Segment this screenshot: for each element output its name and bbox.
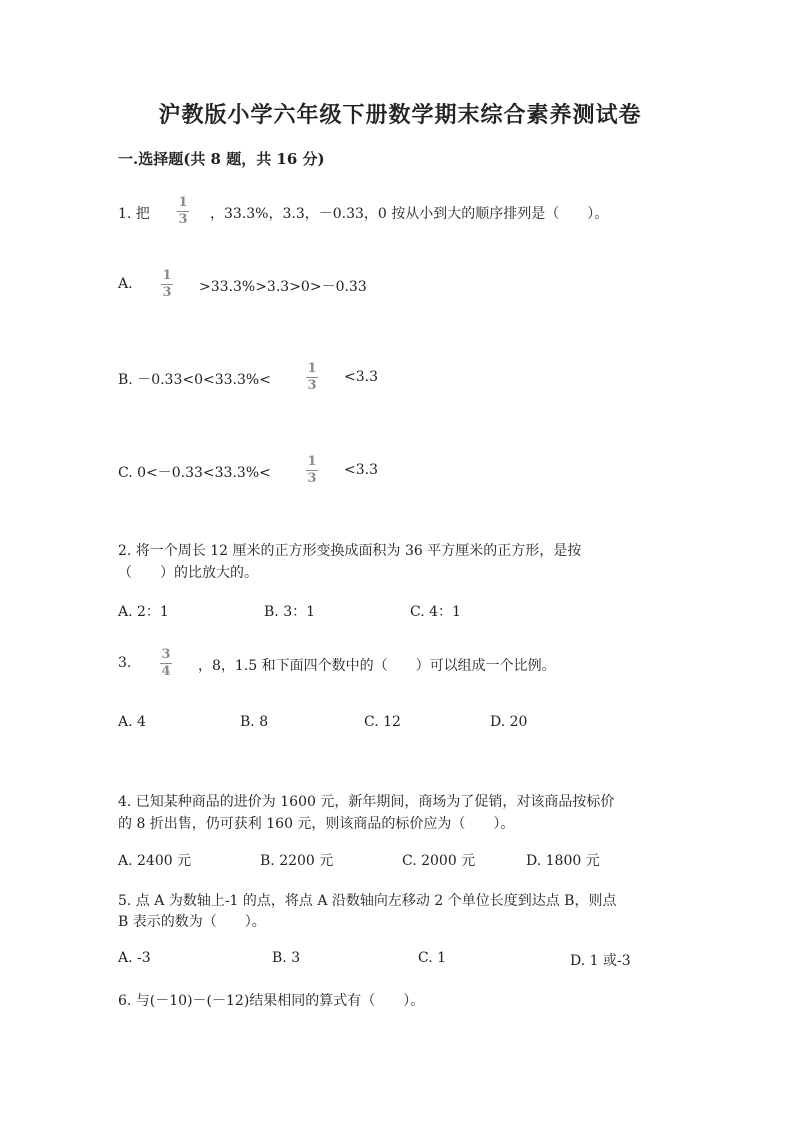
q4-option-c: C. 2000 元 [402, 853, 476, 869]
q1-option-c-label: C. 0<－0.33<33.3%< [118, 465, 271, 481]
q1-fraction-den: 3 [178, 212, 188, 227]
q1-option-b-den: 3 [307, 378, 317, 393]
q1-fraction-num: 1 [178, 195, 188, 210]
q3-suffix: ，8，1.5 和下面四个数中的（ ）可以组成一个比例。 [198, 658, 556, 674]
q1-option-a-num: 1 [162, 268, 172, 283]
q3-option-a: A. 4 [118, 714, 146, 730]
q4-option-d: D. 1800 元 [526, 853, 600, 869]
q3-option-b: B. 8 [240, 714, 269, 730]
q1-option-c-text: <3.3 [344, 462, 378, 478]
q1-option-c-num: 1 [307, 454, 317, 469]
q1-option-c-fraction [306, 455, 318, 486]
q4-line1: 4. 已知某种商品的进价为 1600 元，新年期间，商场为了促销，对该商品按标价 [118, 794, 615, 810]
q1-option-a-text: >33.3%>3.3>0>－0.33 [199, 279, 367, 295]
q4-option-a: A. 2400 元 [118, 853, 192, 869]
q5-option-d: D. 1 或-3 [570, 953, 631, 969]
q4-option-b: B. 2200 元 [260, 853, 334, 869]
q3-option-d: D. 20 [490, 714, 528, 730]
q1-suffix: ，33.3%，3.3，－0.33，0 按从小到大的顺序排列是（ ）。 [210, 206, 609, 222]
q2-line1: 2. 将一个周长 12 厘米的正方形变换成面积为 36 平方厘米的正方形，是按 [118, 543, 582, 559]
section-heading: 一.选择题(共 8 题，共 16 分) [118, 150, 325, 168]
q5-line1: 5. 点 A 为数轴上-1 的点，将点 A 沿数轴向左移动 2 个单位长度到达点 B，则点 [118, 893, 617, 909]
q2-option-b: B. 3：1 [264, 604, 316, 620]
q3-fraction [160, 648, 172, 679]
q2-line2: （ ）的比放大的。 [118, 565, 258, 581]
q1-option-a-label: A. [118, 276, 133, 292]
q1-option-b-text: <3.3 [344, 369, 378, 385]
q1-option-b-num: 1 [307, 361, 317, 376]
q6-line1: 6. 与(－10)－(－12)结果相同的算式有（ ）。 [118, 993, 425, 1009]
q3-prefix: 3. [118, 655, 132, 671]
q1-fraction [177, 196, 189, 227]
q2-option-a: A. 2：1 [118, 604, 169, 620]
q5-line2: B 表示的数为（ ）。 [118, 914, 266, 930]
q4-line2: 的 8 折出售，仍可获利 160 元，则该商品的标价应为（ ）。 [118, 816, 515, 832]
q1-prefix: 1. 把 [118, 206, 150, 222]
page-title: 沪教版小学六年级下册数学期末综合素养测试卷 [158, 102, 642, 128]
q1-option-c-den: 3 [307, 471, 317, 486]
q5-option-c: C. 1 [418, 950, 447, 966]
q3-fraction-den: 4 [161, 664, 171, 679]
q1-option-b-label: B. －0.33<0<33.3%< [118, 372, 271, 388]
q5-option-b: B. 3 [272, 950, 301, 966]
q2-option-c: C. 4：1 [410, 604, 461, 620]
q3-option-c: C. 12 [364, 714, 401, 730]
q3-fraction-num: 3 [161, 647, 171, 662]
q5-option-a: A. -3 [118, 950, 151, 966]
q1-option-a-den: 3 [162, 285, 172, 300]
q1-option-b-fraction [306, 362, 318, 393]
q1-option-a-fraction [161, 269, 173, 300]
